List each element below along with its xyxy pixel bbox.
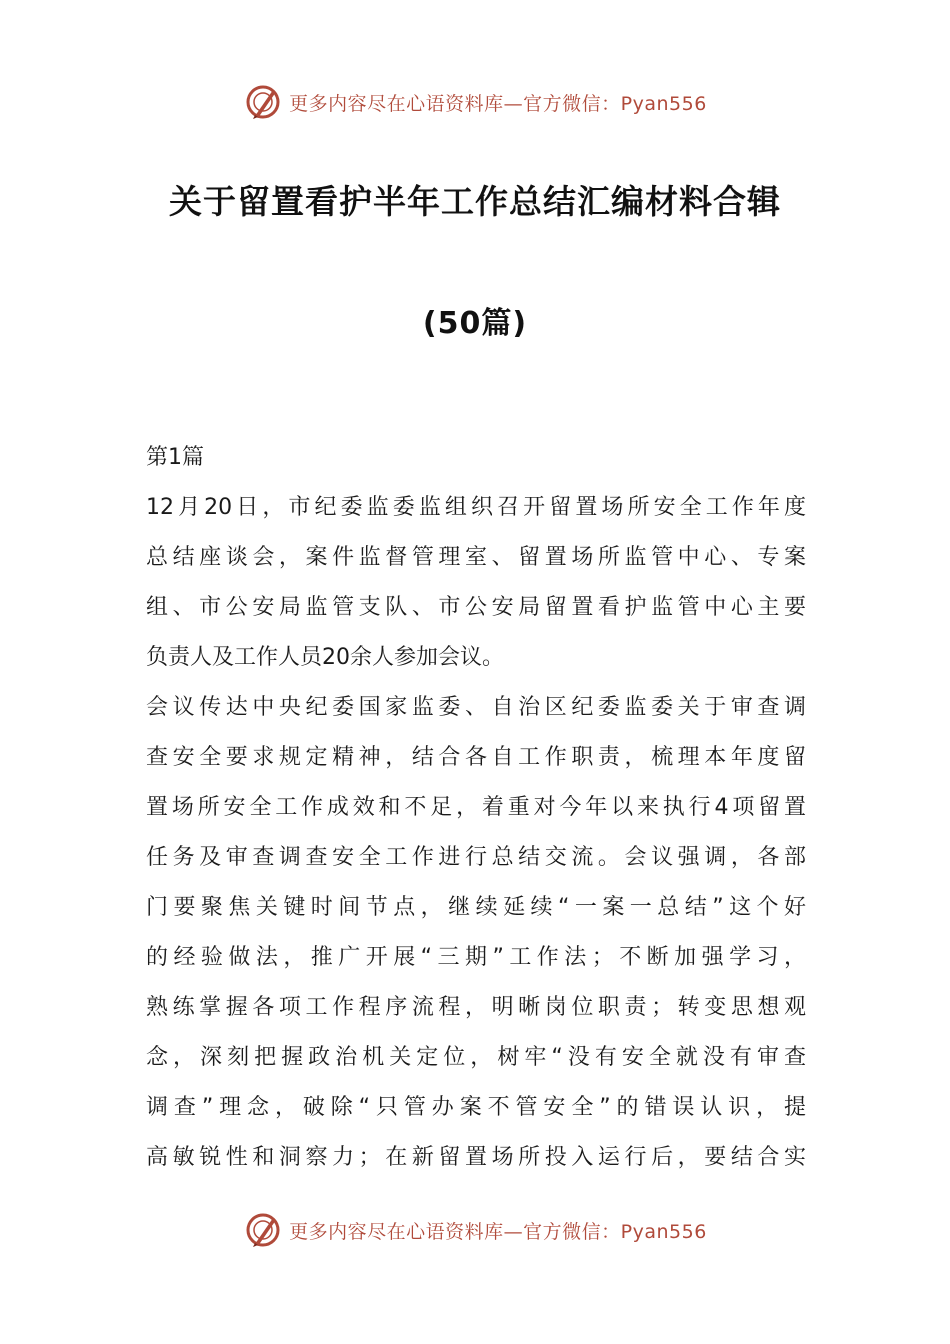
watermark-text: [289, 1217, 707, 1244]
body-line: 负责人及工作人员20余人参加会议。: [146, 645, 504, 670]
body-line: 调查”理念，破除“只管办案不管安全”的错误认识，提: [146, 1095, 806, 1120]
watermark-label: 更多内容尽在心语资料库—官方微信：: [289, 92, 621, 115]
document-body: [146, 433, 806, 1183]
pen-logo-icon: [243, 1210, 283, 1250]
watermark-wechat-id: Pyan556: [620, 1220, 707, 1243]
body-line: 会议传达中央纪委国家监委、自治区纪委监委关于审查调: [146, 695, 806, 720]
watermark-label: 更多内容尽在心语资料库—官方微信：: [289, 1220, 621, 1243]
body-line: 组、市公安局监管支队、市公安局留置看护监管中心主要: [146, 595, 806, 620]
document-subtitle: (50篇): [422, 306, 528, 341]
document-title: 关于留置看护半年工作总结汇编材料合辑: [169, 182, 781, 221]
body-line: 总结座谈会，案件监督管理室、留置场所监管中心、专案: [146, 545, 806, 570]
header-watermark-banner: [0, 80, 950, 124]
body-line: 念，深刻把握政治机关定位，树牢“没有安全就没有审查: [146, 1045, 806, 1070]
body-line: 熟练掌握各项工作程序流程，明晰岗位职责；转变思想观: [146, 995, 806, 1020]
body-line: 高敏锐性和洞察力；在新留置场所投入运行后，要结合实: [146, 1145, 806, 1170]
watermark-wechat-id: Pyan556: [620, 92, 707, 115]
body-line: 12月20日，市纪委监委监组织召开留置场所安全工作年度: [146, 495, 806, 520]
section-heading: 第1篇: [146, 445, 204, 470]
footer-watermark-banner: [0, 1208, 950, 1252]
watermark-text: [289, 89, 707, 116]
body-line: 置场所安全工作成效和不足，着重对今年以来执行4项留置: [146, 795, 806, 820]
body-line: 任务及审查调查安全工作进行总结交流。会议强调，各部: [146, 845, 806, 870]
body-line: 的经验做法，推广开展“三期”工作法；不断加强学习，: [146, 945, 806, 970]
pen-logo-icon: [243, 82, 283, 122]
body-line: 查安全要求规定精神，结合各自工作职责，梳理本年度留: [146, 745, 806, 770]
body-line: 门要聚焦关键时间节点，继续延续“一案一总结”这个好: [146, 895, 806, 920]
